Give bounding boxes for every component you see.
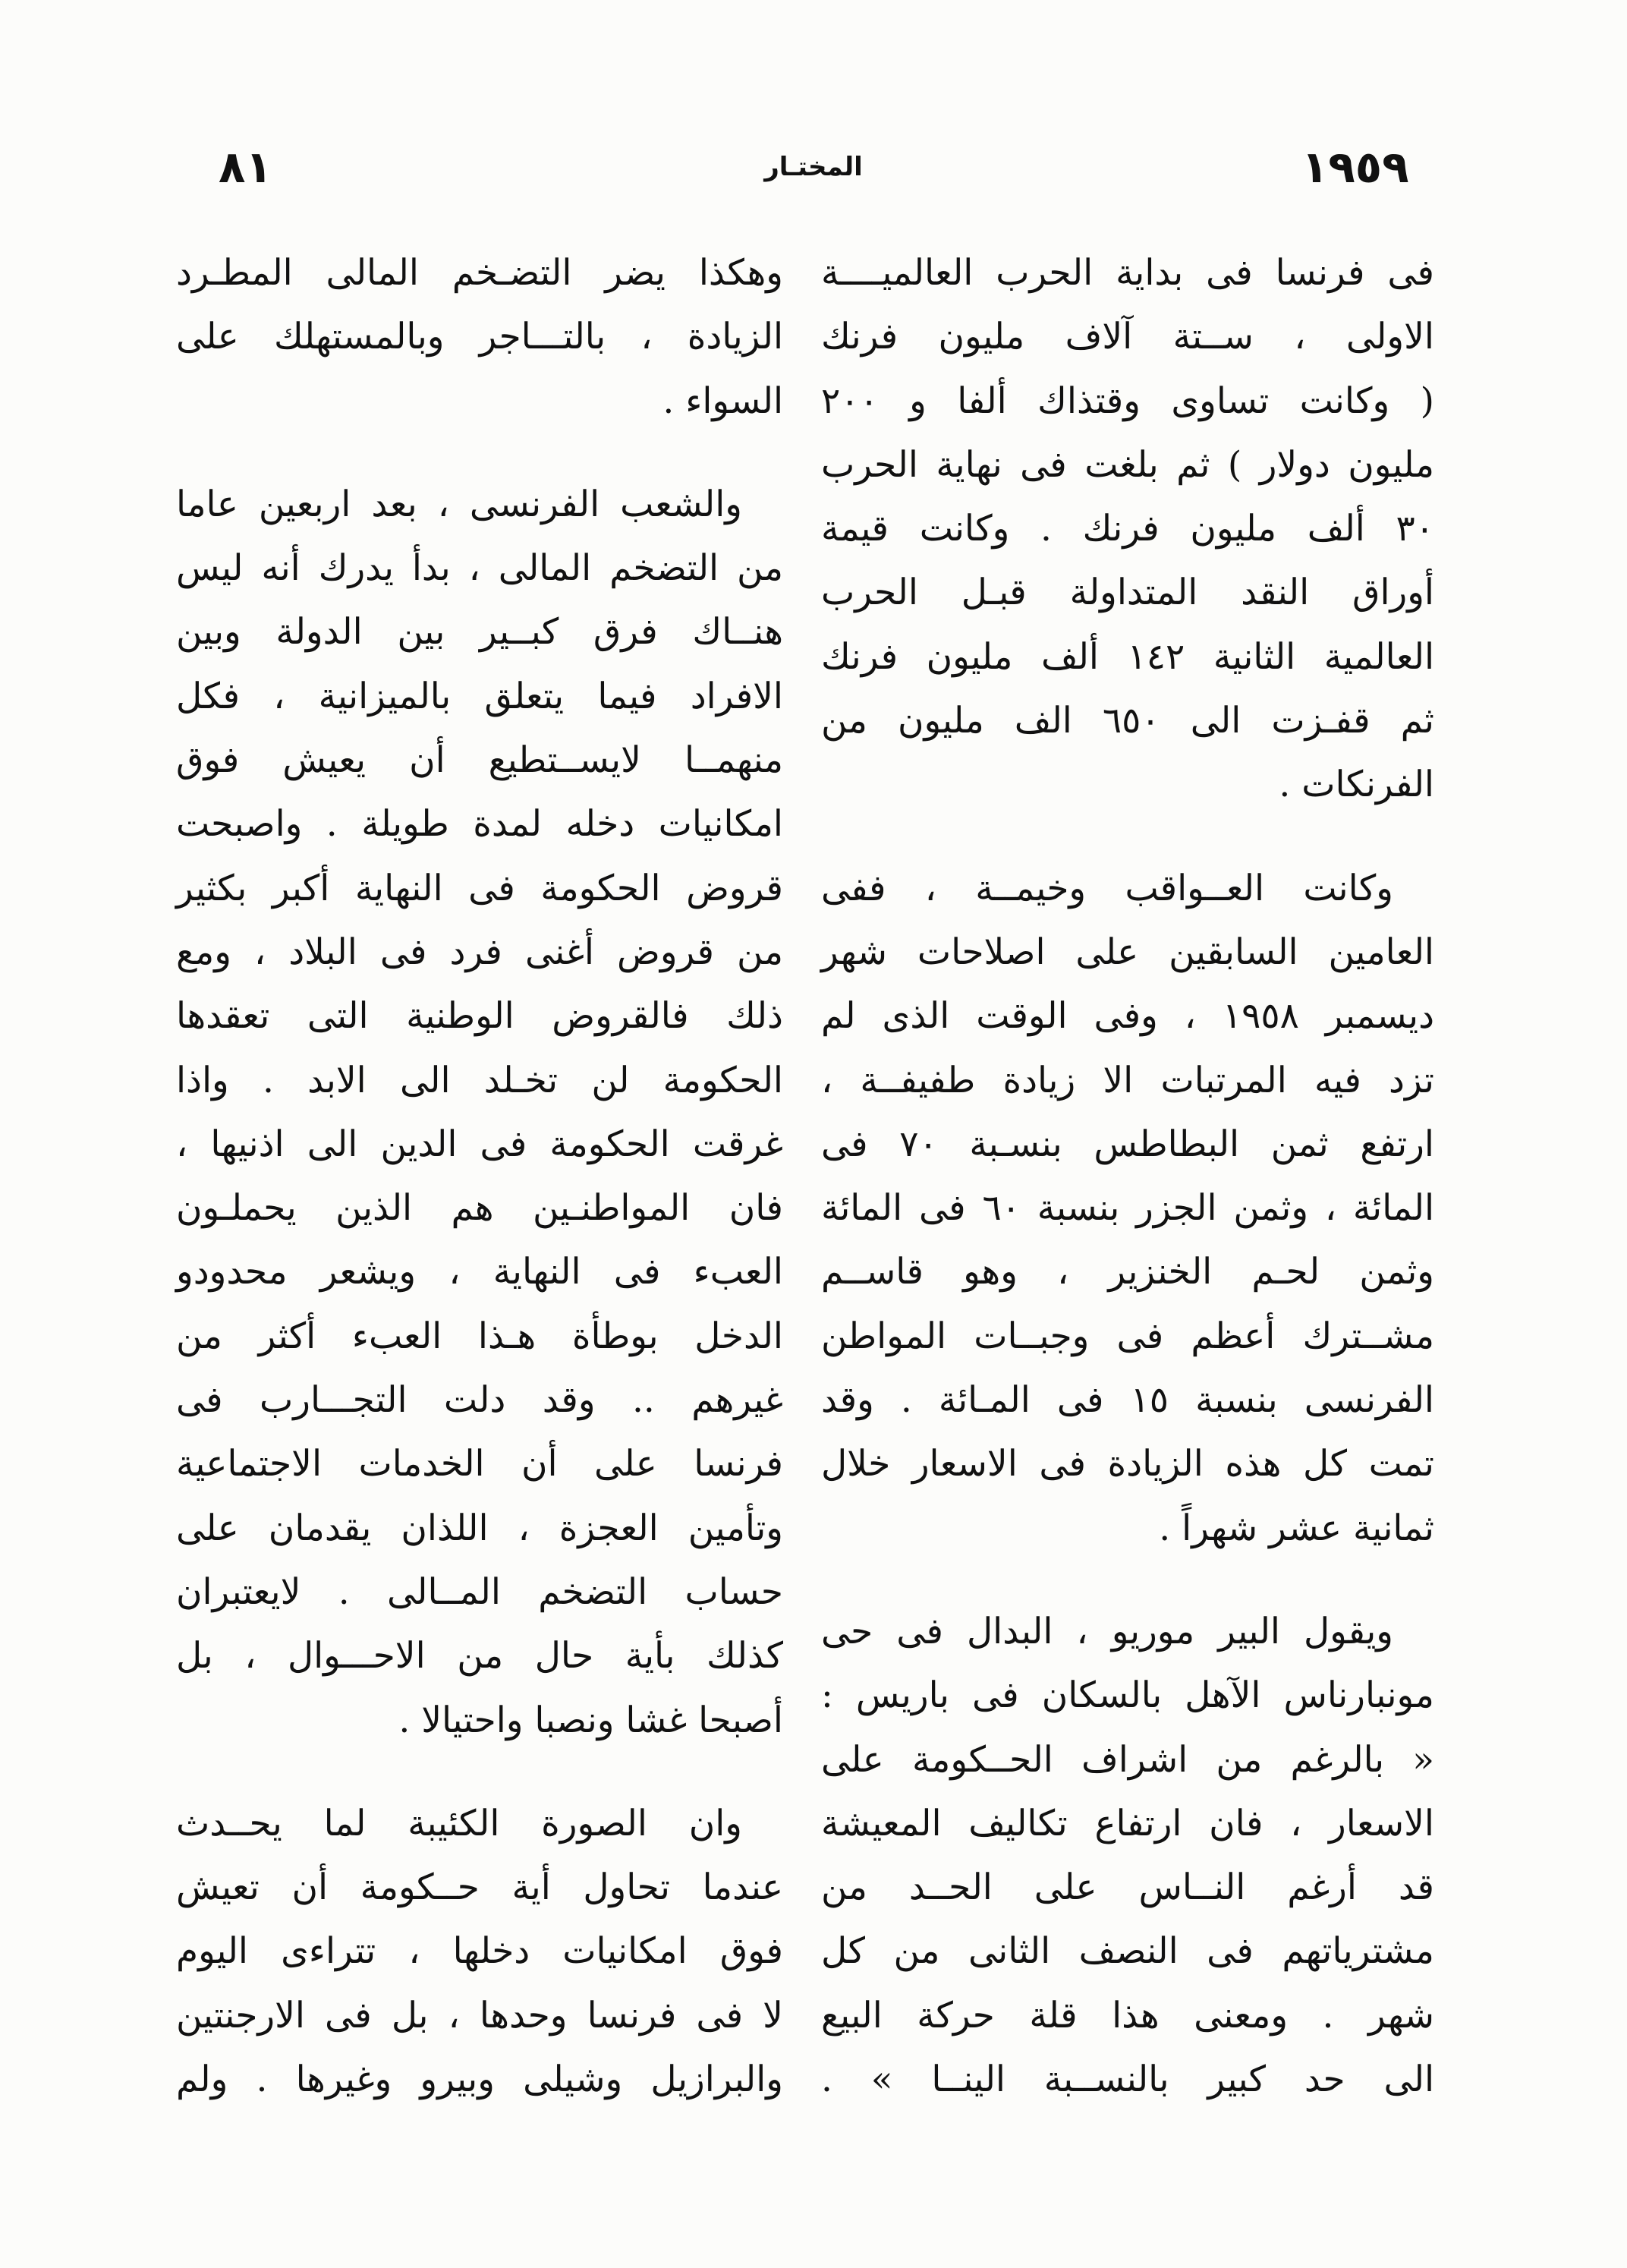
text-line: كذلك بأية حال من الاحـــوال ، بل (176, 1635, 783, 1677)
text-line: الافراد فيما يتعلق بالميزانية ، فكل (176, 675, 783, 717)
text-line: قروض الحكومة فى النهاية أكبر بكثير (176, 867, 783, 909)
text-line: امكانيات دخله لمدة طويلة . واصبحت (176, 803, 783, 846)
text-line: ذلك فالقروض الوطنية التى تعقدها (176, 995, 783, 1038)
text-line: الدخل بوطأة هـذا العبء أكثر من (176, 1315, 783, 1357)
text-line: ديسمبر ١٩٥٨ ، وفى الوقت الذى لم (821, 995, 1434, 1038)
text-line: أوراق النقد المتداولة قبـل الحرب (821, 572, 1434, 614)
text-line: من التضخم المالى ، بدأ يدرك أنه ليس (176, 547, 783, 590)
paragraph (821, 241, 1434, 817)
text-line: أصبحا غشا ونصبا واحتيالا . (398, 1699, 783, 1741)
text-line: من قروض أغنى فرد فى البلاد ، ومع (176, 931, 783, 973)
left-column (176, 241, 783, 2112)
text-line: الى حد كبير بالنســبة الينــا » . (821, 2059, 1434, 2101)
text-line: فرنسا على أن الخدمات الاجتماعية (176, 1443, 783, 1485)
text-line: الاسعار ، فان ارتفاع تكاليف المعيشة (821, 1802, 1434, 1844)
text-line: مشترياتهم فى النصف الثانى من كل (821, 1930, 1434, 1973)
text-line: المائة ، وثمن الجزر بنسبة ٦٠ فى المائة (821, 1187, 1435, 1230)
text-line: الزيادة ، بالتـــاجر وبالمستهلك على (176, 316, 783, 358)
text-line: وثمن لحـم الخنزير ، وهو قاســم (821, 1251, 1434, 1293)
text-line: حساب التضخم المــالى . لايعتبران (176, 1570, 783, 1613)
text-line: « بالرغم من اشراف الحــكومة على (821, 1738, 1434, 1781)
text-line: وتأمين العجزة ، اللذان يقدمان على (176, 1507, 783, 1549)
paragraph (176, 1792, 783, 2112)
text-line: تزد فيه المرتبات الا زيادة طفيفــة ، (821, 1059, 1434, 1101)
text-line: السواء . (662, 380, 783, 422)
text-line: قد أرغم النــاس على الحــد من (821, 1866, 1434, 1909)
text-line: ثم قفـزت الى ٦٥٠ الف مليون من (821, 700, 1434, 742)
text-line: وكانت العــواقب وخيمــة ، ففى (821, 867, 1393, 909)
text-line: ويقول البير موريو ، البدال فى حى (821, 1610, 1393, 1652)
text-line: فى فرنسا فى بداية الحرب العالميــــة (821, 252, 1434, 294)
paragraph (176, 241, 783, 433)
text-line: والشعب الفرنسى ، بعد اربعين عاما (176, 483, 742, 525)
text-line: الاولى ، ســتة آلاف مليون فرنك (821, 316, 1434, 358)
text-line: شهر . ومعنى هذا قلة حركة البيع (821, 1994, 1434, 2036)
year: ١٩٥٩ (1301, 141, 1409, 193)
text-line: ثمانية عشر شهراً . (1159, 1507, 1434, 1549)
journal-title: المختـار (764, 152, 863, 182)
text-line: ارتفع ثمن البطاطس بنسـبة ٧٠ فى (821, 1123, 1434, 1165)
paragraph (176, 473, 783, 1753)
text-line: غيرهم .. وقد دلت التجـــارب فى (176, 1379, 783, 1422)
text-line: العبء فى النهاية ، ويشعر محدودو (176, 1251, 783, 1293)
right-column (821, 241, 1434, 2112)
text-line: فان المواطنـين هم الذين يحملـون (176, 1187, 783, 1230)
text-line: العالمية الثانية ١٤٢ ألف مليون فرنك (821, 635, 1435, 678)
page-header (0, 137, 1627, 197)
text-line: فوق امكانيات دخلها ، تتراءى اليوم (176, 1930, 783, 1973)
text-line: والبرازيل وشيلى وبيرو وغيرها . ولم (176, 2059, 783, 2101)
text-line: الحكومة لن تخـلد الى الابد . واذا (176, 1059, 783, 1101)
text-line: تمت كل هذه الزيادة فى الاسعار خلال (821, 1443, 1434, 1485)
paragraph (821, 1600, 1434, 2112)
text-line: غرقت الحكومة فى الدين الى اذنيها ، (176, 1123, 783, 1165)
text-line: عندما تحاول أية حــكومة أن تعيش (176, 1866, 783, 1909)
text-line: وهكذا يضر التضـخم المالى المطـرد (176, 252, 783, 294)
text-line: الفرنسى بنسبة ١٥ فى المـائة . وقد (821, 1379, 1434, 1422)
text-line: الفرنكات . (1279, 764, 1434, 806)
text-line: منهمــا لايســتطيع أن يعيش فوق (176, 739, 783, 782)
text-line: مونبارناس الآهل بالسكان فى باريس : (821, 1674, 1434, 1717)
text-line: مشــترك أعظم فى وجبــات المواطن (821, 1315, 1434, 1357)
text-line: هنــاك فرق كبــير بين الدولة وبين (176, 611, 783, 654)
text-line: وان الصورة الكئيبة لما يحــدث (176, 1802, 742, 1844)
text-line: لا فى فرنسا وحدها ، بل فى الارجنتين (176, 1994, 783, 2036)
text-line: ٣٠ ألف مليون فرنك . وكانت قيمة (821, 508, 1434, 550)
text-line: مليون دولار ) ثم بلغت فى نهاية الحرب (821, 443, 1434, 486)
paragraph (821, 857, 1434, 1561)
page-number: ٨١ (219, 141, 272, 193)
text-line: العامين السابقين على اصلاحات شهر (821, 931, 1434, 973)
text-line: ( وكانت تساوى وقتذاك ألفا و ٢٠٠ (821, 380, 1434, 422)
